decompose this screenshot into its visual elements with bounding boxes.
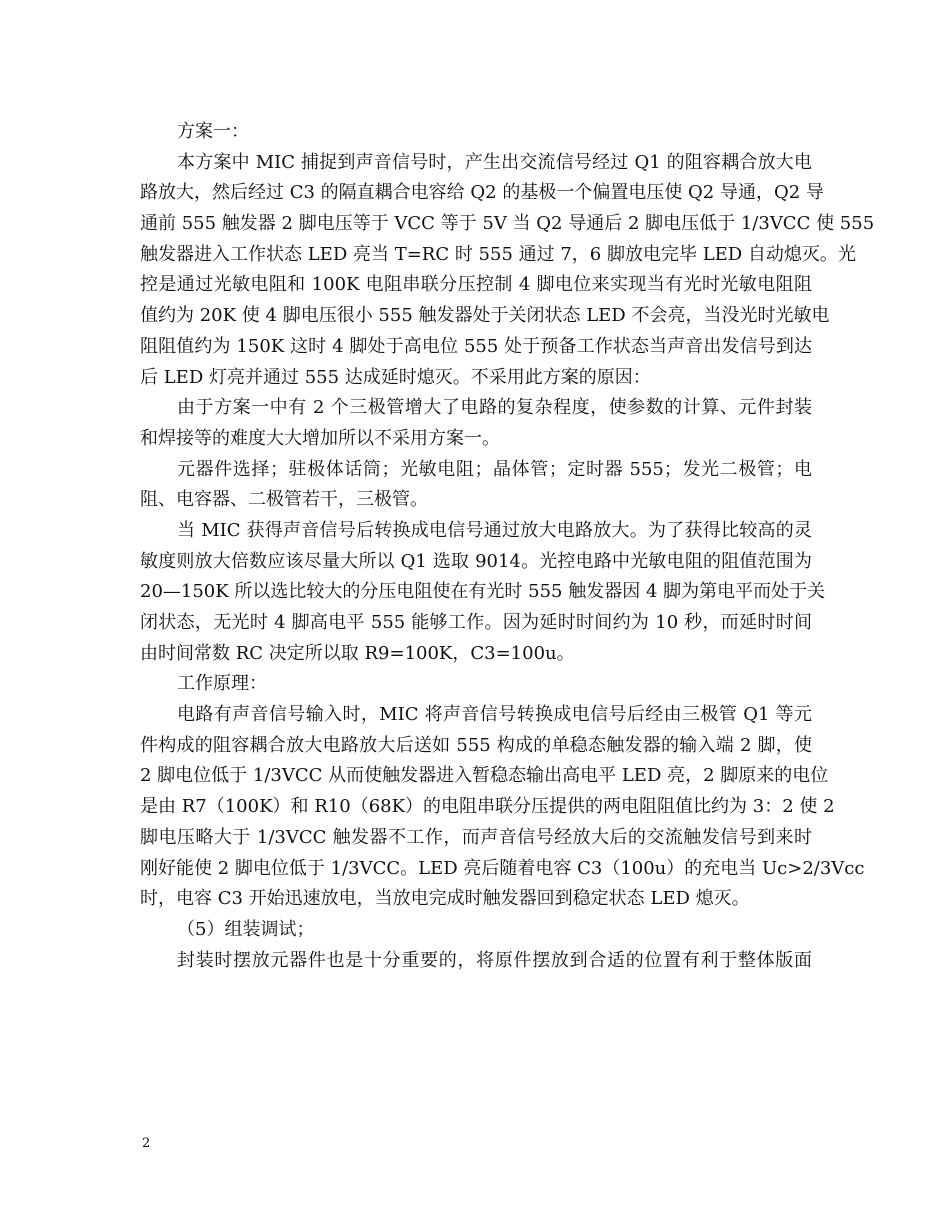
text-line: 20—150K 所以选比较大的分压电阻使在有光时 555 触发器因 4 脚为第电平而处于关 [140, 581, 826, 603]
text-line: 当 MIC 获得声音信号后转换成电信号通过放大电路放大。为了获得比较高的灵 [177, 519, 812, 541]
text-line: 封装时摆放元器件也是十分重要的，将原件摆放到合适的位置有利于整体版面 [177, 949, 812, 971]
text-line: （5）组装调试； [177, 918, 315, 940]
text-line: 脚电压略大于 1/3VCC 触发器不工作，而声音信号经放大后的交流触发信号到来时 [140, 826, 812, 848]
text-line: 通前 555 触发器 2 脚电压等于 VCC 等于 5V 当 Q2 导通后 2 脚电压低于 1/3VCC 使 555 [140, 213, 875, 235]
text-line: 控是通过光敏电阻和 100K 电阻串联分压控制 4 脚电位来实现当有光时光敏电阻阻 [140, 274, 812, 296]
text-line: 由于方案一中有 2 个三极管增大了电路的复杂程度，使参数的计算、元件封装 [177, 397, 812, 419]
text-line: 由时间常数 RC 决定所以取 R9=100K，C3=100u。 [140, 642, 575, 664]
text-line: 闭状态，无光时 4 脚高电平 555 能够工作。因为延时时间约为 10 秒，而延时时间 [140, 612, 812, 633]
text-line: 阻、电容器、二极管若干，三极管。 [140, 489, 428, 511]
text-line: 本方案中 MIC 捕捉到声音信号时，产生出交流信号经过 Q1 的阻容耦合放大电 [177, 151, 812, 173]
text-line: 阻阻值约为 150K 这时 4 脚处于高电位 555 处于预备工作状态当声音出发信号到达 [140, 335, 812, 357]
text-line: 敏度则放大倍数应该尽量大所以 Q1 选取 9014。光控电路中光敏电阻的阻值范围为 [140, 550, 812, 572]
text-line: 值约为 20K 使 4 脚电压很小 555 触发器处于关闭状态 LED 不会亮，当没光时光敏电 [140, 305, 830, 327]
text-line: 触发器进入工作状态 LED 亮当 T=RC 时 555 通过 7，6 脚放电完毕 LED 自动熄灭。光 [140, 243, 856, 265]
text-line: 路放大，然后经过 C3 的隔直耦合电容给 Q2 的基极一个偏置电压使 Q2 导通，Q2 导 [140, 182, 824, 204]
text-line: 元器件选择；驻极体话筒；光敏电阻；晶体管；定时器 555；发光二极管；电 [177, 458, 812, 480]
text-line: 刚好能使 2 脚电位低于 1/3VCC。LED 亮后随着电容 C3（100u）的充电当 Uc>2/3Vcc [140, 857, 865, 879]
text-line: 是由 R7（100K）和 R10（68K）的电阻串联分压提供的两电阻阻值比约为 3：2 使 2 [140, 796, 835, 818]
text-line: 电路有声音信号输入时，MIC 将声音信号转换成电信号后经由三极管 Q1 等元 [177, 704, 812, 726]
text-line: 件构成的阻容耦合放大电路放大后送如 555 构成的单稳态触发器的输入端 2 脚，使 [140, 734, 812, 756]
text-line: 方案一： [177, 121, 249, 142]
text-line: 时，电容 C3 开始迅速放电，当放电完成时触发器回到稳定状态 LED 熄灭。 [140, 888, 750, 910]
page-number: 2 [142, 1136, 151, 1151]
text-line: 后 LED 灯亮并通过 555 达成延时熄灭。不采用此方案的原因： [140, 366, 651, 388]
text-line: 2 脚电位低于 1/3VCC 从而使触发器进入暂稳态输出高电平 LED 亮，2 脚原来的电位 [140, 765, 829, 787]
document-body [140, 117, 875, 976]
text-line: 和焊接等的难度大大增加所以不采用方案一。 [140, 427, 500, 449]
text-line: 工作原理： [177, 673, 267, 695]
